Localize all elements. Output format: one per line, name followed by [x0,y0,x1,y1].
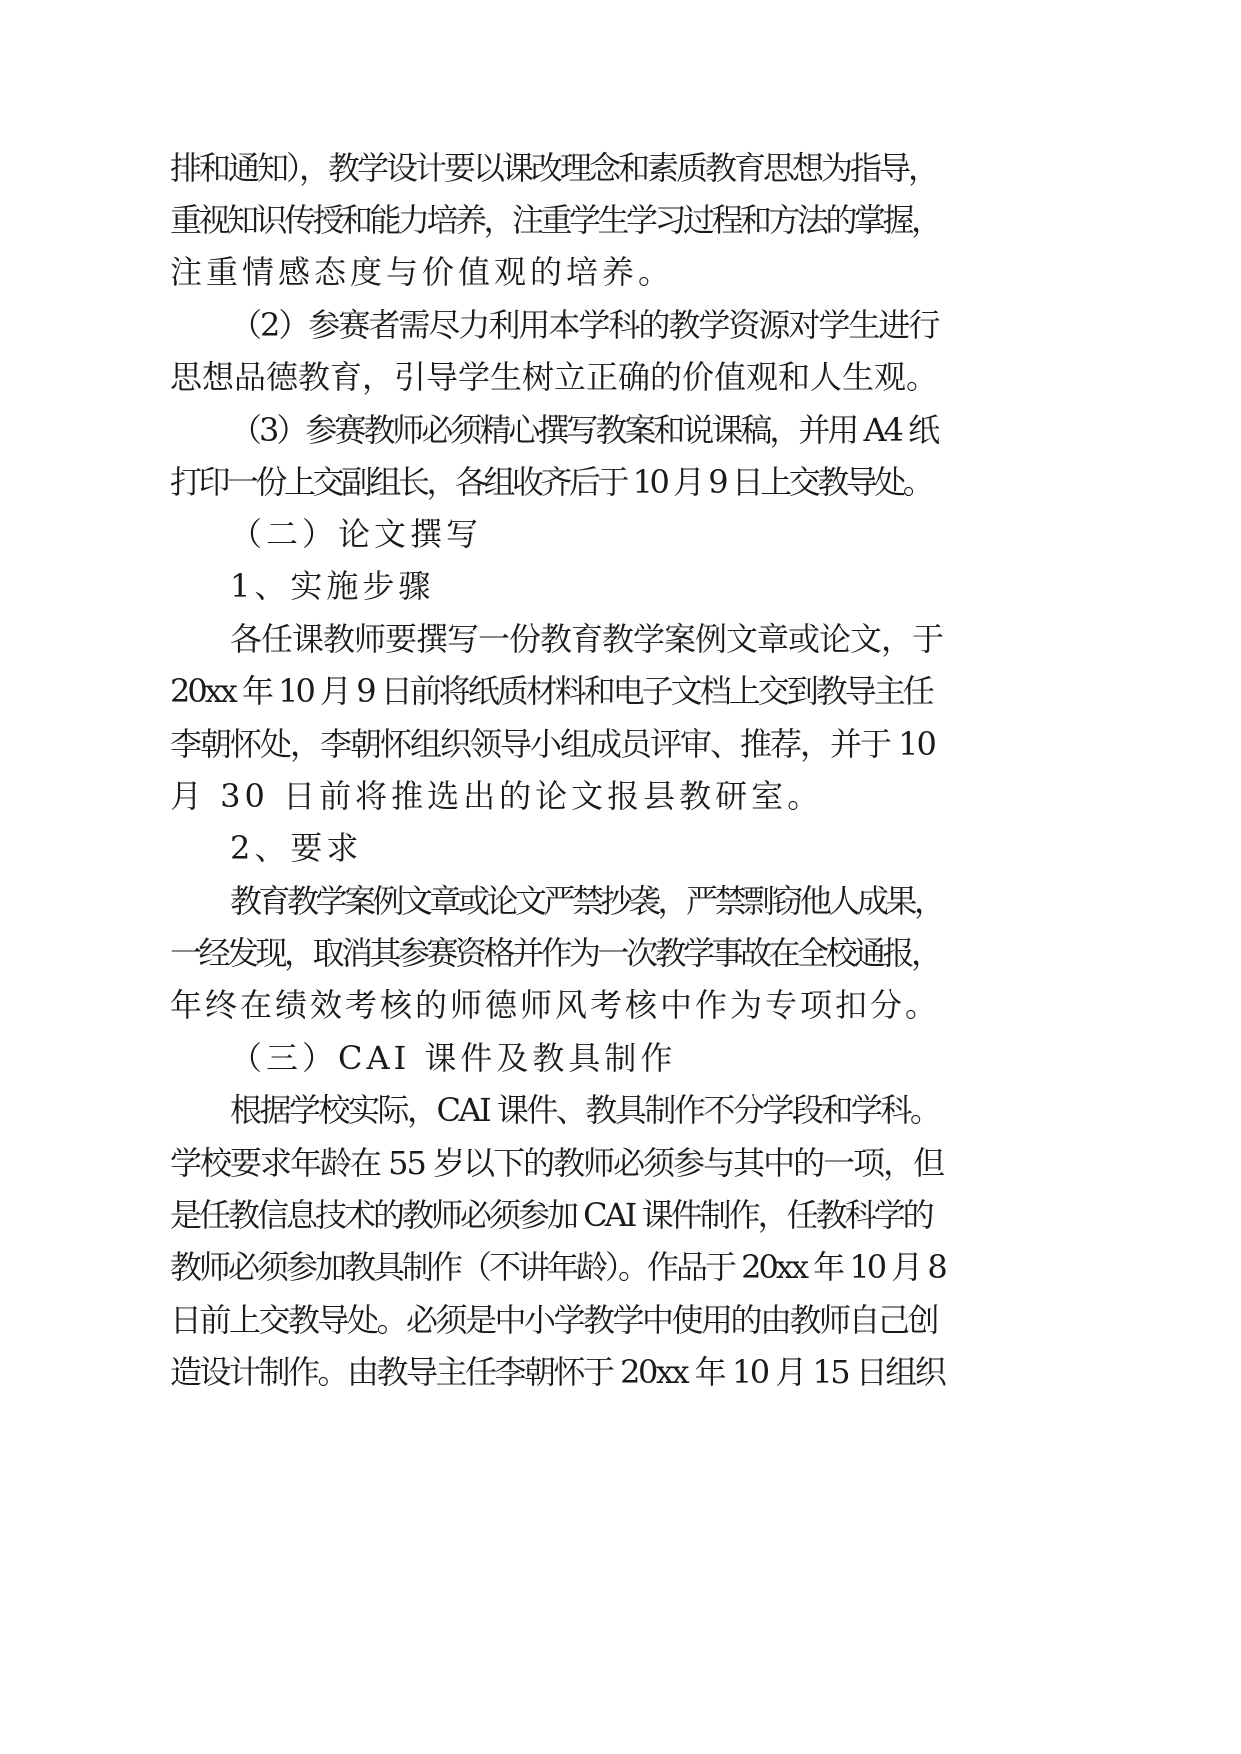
paragraph-line-10: 各任课教师要撰写一份教育教学案例文章或论文，于 [230,620,944,658]
paragraph-line-15: 教育教学案例文章或论文严禁抄袭，严禁剽窃他人成果， [230,882,943,920]
paragraph-line-1: 排和通知），教学设计要以课改理念和素质教育思想为指导， [170,149,938,187]
paragraph-line-7: 打印一份上交副组长，各组收齐后于 10 月 9 日上交教导处。 [170,463,932,501]
paragraph-line-24: 造设计制作。由教导主任李朝怀于 20xx 年 10 月 15 日组织 [170,1353,945,1391]
paragraph-line-13: 月 30 日前将推选出的论文报县教研室。 [170,777,824,815]
paragraph-line-23: 日前上交教导处。必须是中小学教学中使用的由教师自己创 [170,1301,938,1339]
paragraph-line-2: 重视知识传授和能力培养，注重学生学习过程和方法的掌握， [170,201,940,239]
paragraph-line-4: （2）参赛者需尽力利用本学科的教学资源对学生进行 [230,306,939,344]
section-heading-cai: （三）CAI 课件及教具制作 [230,1039,677,1077]
paragraph-line-12: 李朝怀处，李朝怀组织领导小组成员评审、推荐，并于 10 [170,725,935,763]
paragraph-line-22: 教师必须参加教具制作（不讲年龄）。作品于 20xx 年 10 月 8 [170,1248,945,1286]
paragraph-line-19: 根据学校实际，CAI 课件、教具制作不分学段和学科。 [230,1091,940,1129]
paragraph-line-20: 学校要求年龄在 55 岁以下的教师必须参与其中的一项，但 [170,1144,944,1182]
paragraph-line-16: 一经发现，取消其参赛资格并作为一次教学事故在全校通报， [170,934,940,972]
section-heading-essay: （二）论文撰写 [230,515,483,553]
subheading-requirements: 2、要求 [230,829,363,867]
subheading-steps: 1、实施步骤 [230,567,435,605]
paragraph-line-21: 是任教信息技术的教师必须参加 CAI 课件制作，任教科学的 [170,1196,932,1234]
paragraph-line-17: 年终在绩效考核的师德师风考核中作为专项扣分。 [170,986,941,1024]
paragraph-line-3: 注重情感态度与价值观的培养。 [170,253,675,291]
paragraph-line-6: （3）参赛教师必须精心撰写教案和说课稿，并用 A4 纸 [230,411,938,449]
paragraph-line-11: 20xx 年 10 月 9 日前将纸质材料和电子文档上交到教导主任 [170,672,932,710]
paragraph-line-5: 思想品德教育，引导学生树立正确的价值观和人生观。 [170,358,939,396]
